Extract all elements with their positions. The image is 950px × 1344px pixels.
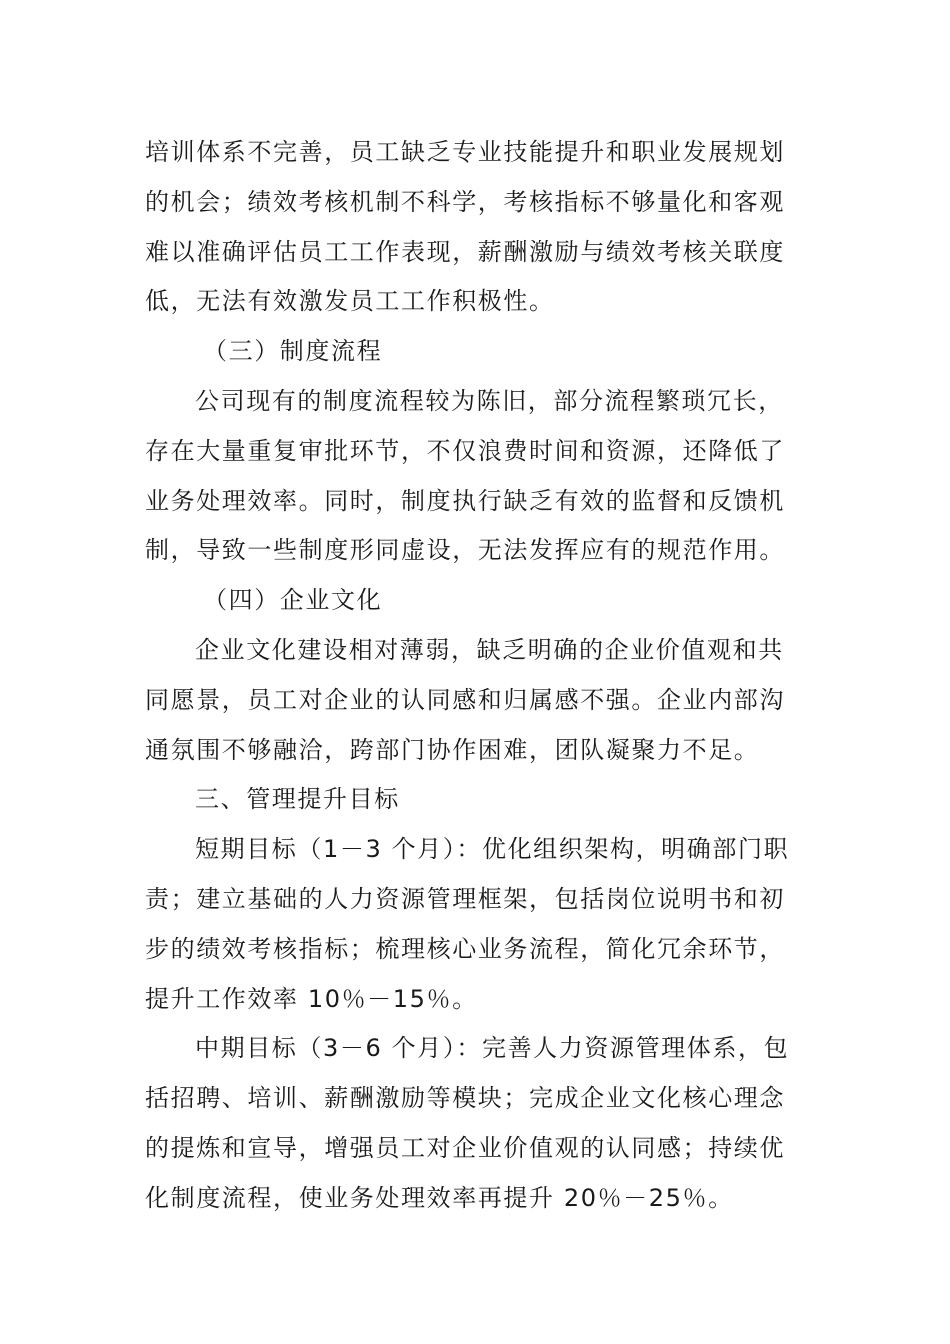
paragraph-line: 的机会；绩效考核机制不科学，考核指标不够量化和客观 bbox=[145, 187, 785, 216]
paragraph-line: 化制度流程，使业务处理效率再提升 20％－25％。 bbox=[145, 1183, 734, 1212]
paragraph-line: 制，导致一些制度形同虚设，无法发挥应有的规范作用。 bbox=[145, 536, 785, 565]
paragraph-line: 低，无法有效激发员工工作积极性。 bbox=[145, 287, 555, 316]
paragraph-line: 括招聘、培训、薪酬激励等模块；完成企业文化核心理念 bbox=[145, 1084, 785, 1113]
paragraph-line: 的提炼和宣导，增强员工对企业价值观的认同感；持续优 bbox=[145, 1133, 785, 1162]
section-heading-three: （三）制度流程 bbox=[203, 337, 383, 366]
paragraph-line: 业务处理效率。同时，制度执行缺乏有效的监督和反馈机 bbox=[145, 486, 785, 515]
paragraph-line: 短期目标（1－3 个月）：优化组织架构，明确部门职 bbox=[195, 835, 790, 864]
paragraph-line: 公司现有的制度流程较为陈旧，部分流程繁琐冗长， bbox=[195, 386, 784, 415]
section-heading-four: （四）企业文化 bbox=[203, 586, 383, 615]
paragraph-line: 通氛围不够融洽，跨部门协作困难，团队凝聚力不足。 bbox=[145, 735, 760, 764]
paragraph-line: 中期目标（3－6 个月）：完善人力资源管理体系，包 bbox=[195, 1034, 790, 1063]
paragraph-line: 难以准确评估员工工作表现，薪酬激励与绩效考核关联度 bbox=[145, 237, 785, 266]
paragraph-line: 同愿景，员工对企业的认同感和归属感不强。企业内部沟 bbox=[145, 685, 785, 714]
paragraph-line: 培训体系不完善，员工缺乏专业技能提升和职业发展规划 bbox=[145, 138, 785, 166]
section-heading-goals: 三、管理提升目标 bbox=[195, 785, 400, 814]
document-body bbox=[145, 128, 810, 1224]
paragraph-line: 步的绩效考核指标；梳理核心业务流程，简化冗余环节， bbox=[145, 934, 785, 963]
paragraph-line: 责；建立基础的人力资源管理框架，包括岗位说明书和初 bbox=[145, 884, 785, 913]
paragraph-line: 提升工作效率 10％－15％。 bbox=[145, 984, 478, 1013]
paragraph-line: 企业文化建设相对薄弱，缺乏明确的企业价值观和共 bbox=[195, 635, 784, 664]
paragraph-line: 存在大量重复审批环节，不仅浪费时间和资源，还降低了 bbox=[145, 436, 785, 465]
